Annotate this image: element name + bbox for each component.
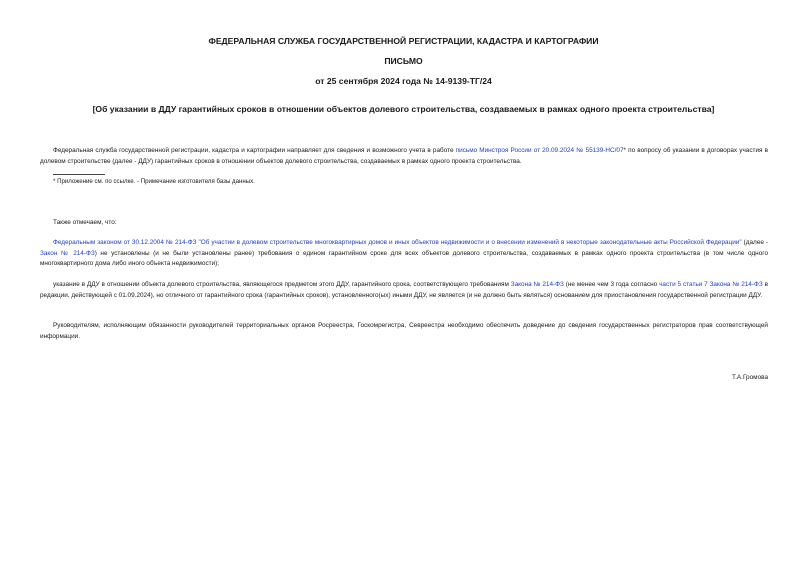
link-law-214-second[interactable]: Закона № 214-ФЗ <box>510 281 564 288</box>
link-federal-law-214[interactable]: Федеральным законом от 30.12.2004 № 214-ФЗ "Об участии в долевом строительстве многоквартирных домов и иных объектов недвижимости и о внесении изменений в некоторые законодательные акты Российской Федерации" <box>53 239 742 246</box>
paragraph-intro-text-1: Федеральная служба государственной регистрации, кадастра и картографии направляет для сведения и возможного учета в работе <box>53 147 456 154</box>
paragraph-warranty-text-2: (не менее чем 3 года согласно <box>563 281 660 288</box>
paragraph-warranty-text-3: в редакции, действующей с 01.09.2024), но отличного от гарантийного срока (гарантийных сроков), установленного(ых) иными ДДУ, не является (и не должно быть являться) основанием для приостановления государственной регистрации ДДУ. <box>40 281 768 299</box>
paragraph-intro <box>40 146 768 167</box>
paragraph-warranty <box>40 280 768 301</box>
document-type: ПИСЬМО <box>384 56 423 66</box>
footnote: * Приложение см. по ссылке. - Примечание изготовителя базы данных. <box>53 178 255 185</box>
document-date-number: от 25 сентября 2024 года № 14-9139-ТГ/24 <box>315 76 492 86</box>
agency-title: ФЕДЕРАЛЬНАЯ СЛУЖБА ГОСУДАРСТВЕННОЙ РЕГИСТРАЦИИ, КАДАСТРА И КАРТОГРАФИИ <box>208 36 599 46</box>
link-law-214[interactable]: Закон № 214-ФЗ <box>40 249 95 257</box>
paragraph-heads-instruction: Руководителям, исполняющим обязанности руководителей территориальных органов Росреестра, Госкомрегистра, Севреестра необходимо обеспечить доведение до сведения государственных регистраторов прав соответствующей информации. <box>40 322 768 340</box>
document-subject: [Об указании в ДДУ гарантийных сроков в отношении объектов долевого строительства, создаваемых в рамках одного проекта строительства] <box>92 104 715 114</box>
paragraph-federal-law-text-1: (далее - <box>741 239 768 246</box>
footnote-divider <box>53 174 105 175</box>
link-part-5-article-7[interactable]: части 5 статьи 7 Закона № 214-ФЗ <box>659 281 763 288</box>
paragraph-also-note: Также отмечаем, что: <box>53 219 117 226</box>
paragraph-intro-text-2: * по вопросу об указании в договорах участия в долевом строительстве (далее - ДДУ) гарантийных сроков в отношении объектов долевого строительства, создаваемых в рамках одного проекта строительства. <box>40 147 768 165</box>
paragraph-warranty-text-1: указание в ДДУ в отношении объекта долевого строительства, являющегося предметом этого ДДУ, гарантийного срока, соответствующего требованиям <box>53 281 511 288</box>
signature: Т.А.Громова <box>731 374 768 381</box>
paragraph-federal-law-text-2: ) не установлены (и не были установлены ранее) требования о едином гарантийном сроке для всех объектов долевого строительства, создаваемых в рамках одного проекта строительства (в том числе одного многоквартирного дома либо иного объекта недвижимости); <box>40 249 769 268</box>
paragraph-federal-law <box>40 238 768 270</box>
link-minstroy-letter[interactable]: письмо Минстроя России от 20.09.2024 № 55139-НС/07 <box>455 147 624 154</box>
